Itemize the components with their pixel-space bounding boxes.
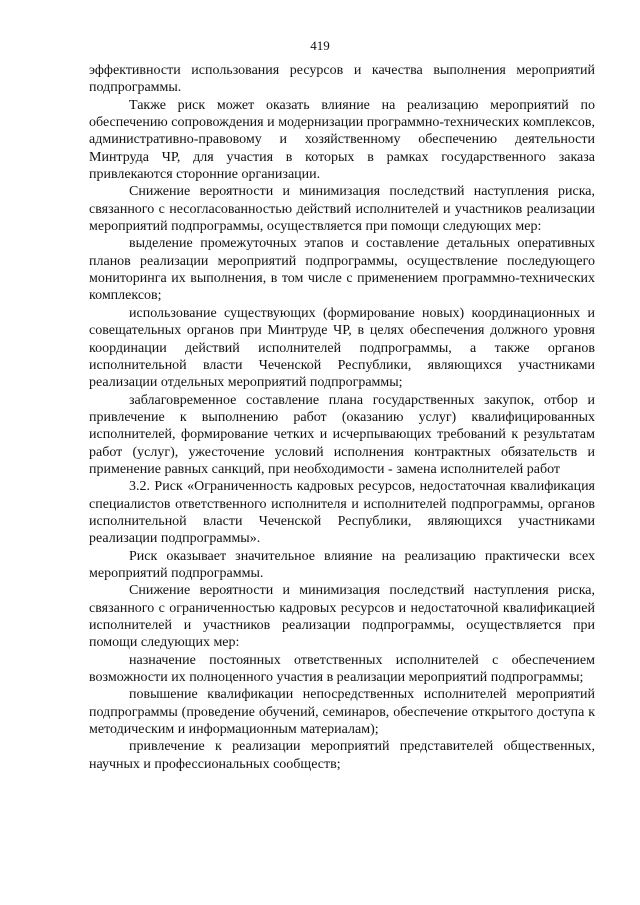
paragraph: Также риск может оказать влияние на реализацию мероприятий по обеспечению сопровождения и модернизации программно-технических комплексов, административно-правовому и хозяйственному обеспечению деятельности Минтруда ЧР, для участия в которых в рамках государственного заказа привлекаются сторонние организации. xyxy=(89,97,595,183)
paragraph: Снижение вероятности и минимизация последствий наступления риска, связанного с несогласованностью действий исполнителей и участников реализации мероприятий подпрограммы, осуществляется при помощи следующих мер: xyxy=(89,184,595,235)
list-item: выделение промежуточных этапов и составление детальных оперативных планов реализации мероприятий подпрограммы, осуществление последующего мониторинга их выполнения, в том числе с применением программно-технических комплексов; xyxy=(89,236,595,304)
section-heading-paragraph: 3.2. Риск «Ограниченность кадровых ресурсов, недостаточная квалификация специалистов ответственного исполнителя и исполнителей подпрограммы, органов исполнительной власти Чеченской Республики, являющихся участниками реализации подпрограммы». xyxy=(89,479,595,547)
body-text xyxy=(89,62,595,773)
list-item: назначение постоянных ответственных исполнителей с обеспечением возможности их полноценного участия в реализации мероприятий подпрограммы; xyxy=(89,652,595,686)
paragraph: Снижение вероятности и минимизация последствий наступления риска, связанного с ограниченностью кадровых ресурсов и недостаточной квалификацией исполнителей и участников реализации подпрограммы, осуществляется при помощи следующих мер: xyxy=(89,583,595,651)
page-number: 419 xyxy=(310,38,330,53)
paragraph: Риск оказывает значительное влияние на реализацию практически всех мероприятий подпрограммы. xyxy=(89,548,595,581)
list-item: заблаговременное составление плана государственных закупок, отбор и привлечение к выполнению работ (оказанию услуг) квалифицированных исполнителей, формирование четких и исчерпывающих требований к результатам работ (услуг), ужесточение условий исполнения контрактных обязательств и применение равных санкций, при необходимости - замена исполнителей работ xyxy=(89,392,595,477)
paragraph: эффективности использования ресурсов и качества выполнения мероприятий подпрограммы. xyxy=(89,63,595,96)
list-item: использование существующих (формирование новых) координационных и совещательных органов при Минтруде ЧР, в целях обеспечения должного уровня координации действий исполнителей подпрограммы, а также органов исполнительной власти Чеченской Республики, являющихся участниками реализации отдельных мероприятий подпрограммы; xyxy=(89,305,595,391)
list-item: повышение квалификации непосредственных исполнителей мероприятий подпрограммы (проведение обучений, семинаров, обеспечение открытого доступа к методическим и информационным материалам); xyxy=(89,687,595,738)
list-item: привлечение к реализации мероприятий представителей общественных, научных и профессиональных сообществ; xyxy=(89,739,595,772)
